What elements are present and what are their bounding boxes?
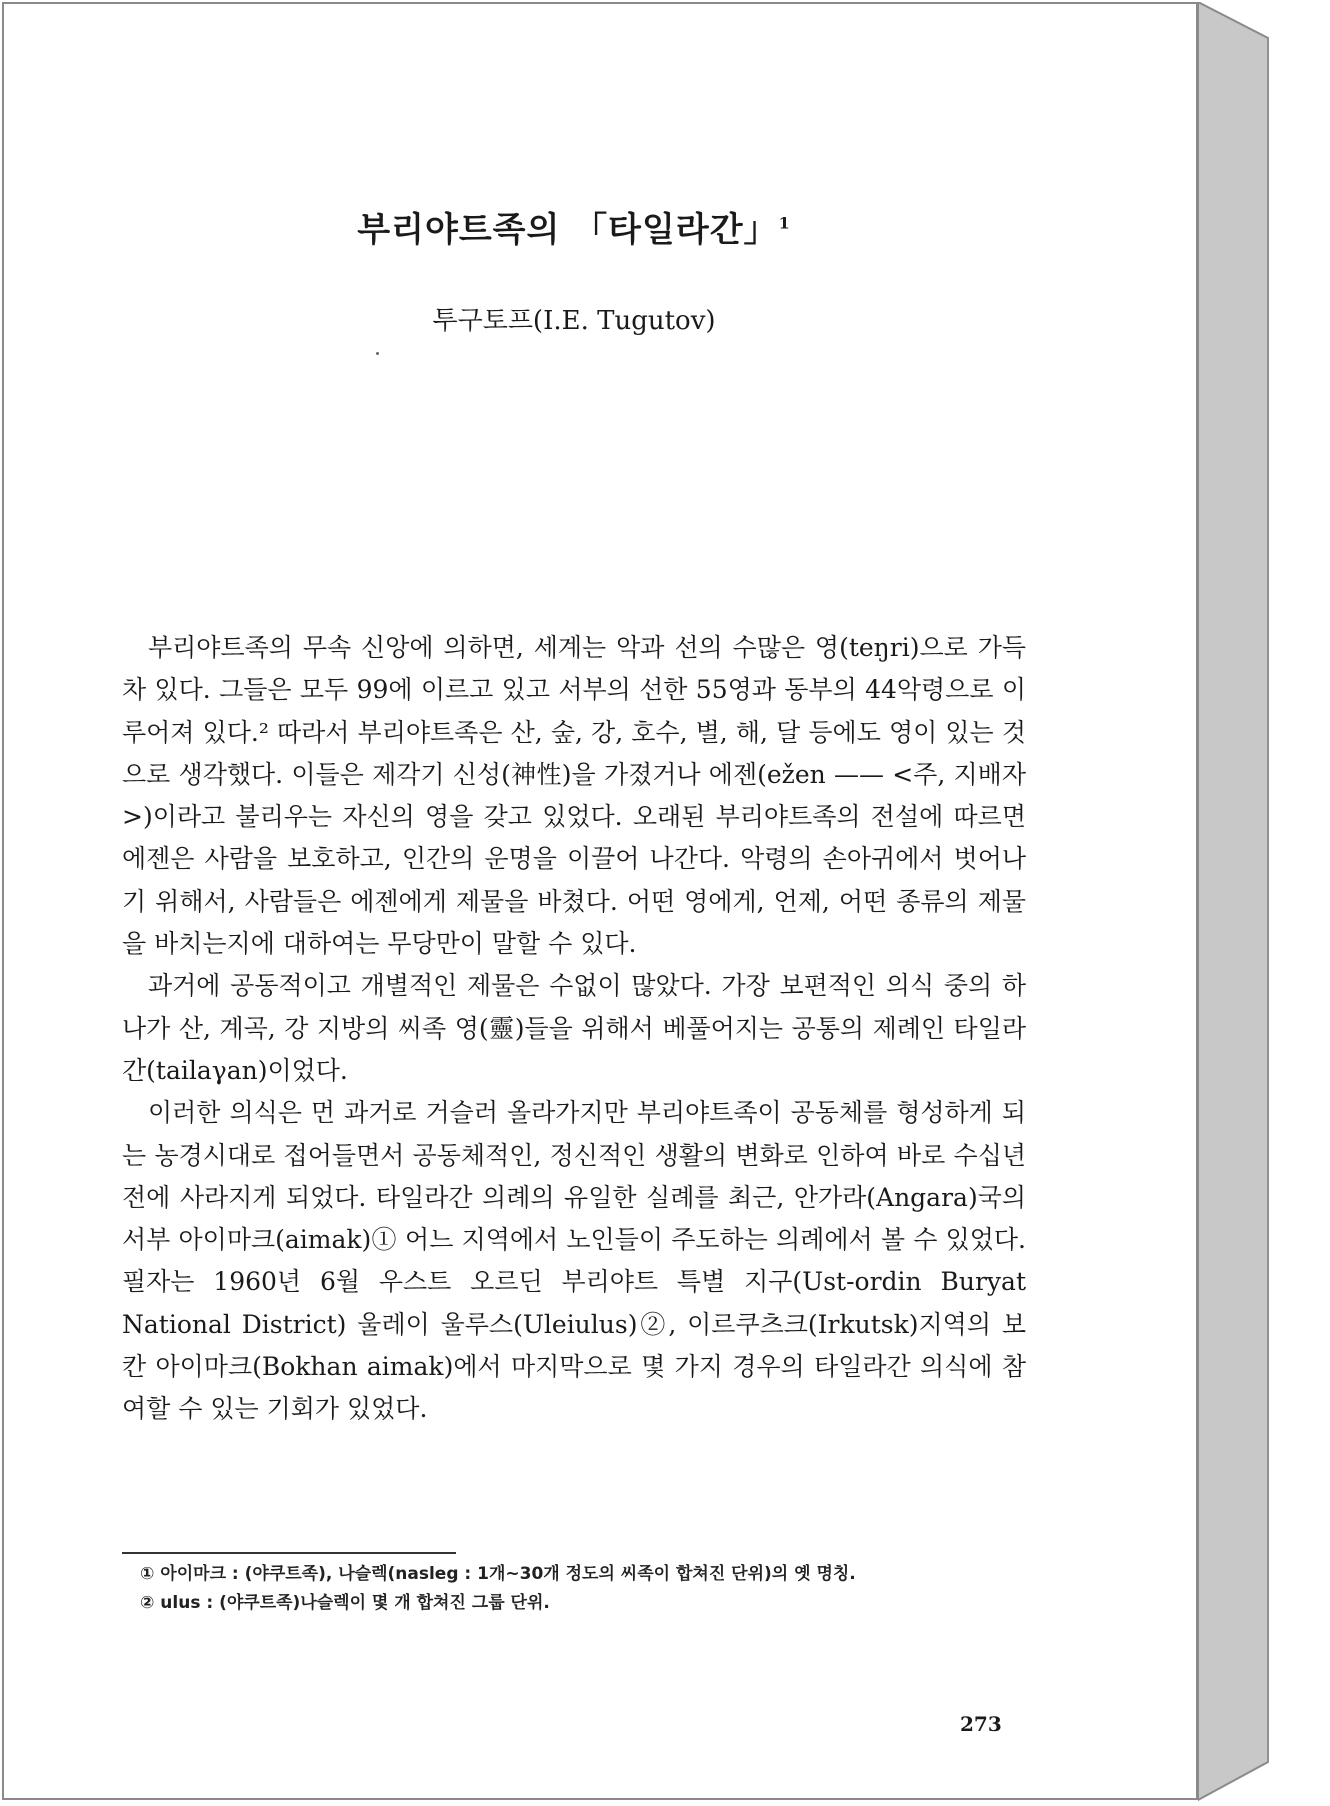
article-title <box>122 202 1026 251</box>
paragraph: 부리야트족의 무속 신앙에 의하면, 세계는 악과 선의 수많은 영(teŋri)으로 가득 차 있다. 그들은 모두 99에 이르고 있고 서부의 선한 55영과 동부의 44악령으로 이루어져 있다.² 따라서 부리야트족은 산, 숲, 강, 호수, 별, 해, 달 등에도 영이 있는 것으로 생각했다. 이들은 제각기 신성(神性)을 가졌거나 에젠(ežen —— <주, 지배자>)이라고 불리우는 자신의 영을 갖고 있었다. 오래된 부리야트족의 전설에 따르면 에젠은 사람을 보호하고, 인간의 운명을 이끌어 나간다. 악령의 손아귀에서 벗어나기 위해서, 사람들은 에젠에게 제물을 바쳤다. 어떤 영에게, 언제, 어떤 종류의 제물을 바치는지에 대하여는 무당만이 말할 수 있다. <box>122 633 1026 959</box>
footnote-divider <box>122 1552 456 1554</box>
paragraph: 이러한 의식은 먼 과거로 거슬러 올라가지만 부리야트족이 공동체를 형성하게 되는 농경시대로 접어들면서 공동체적인, 정신적인 생활의 변화로 인하여 바로 수십년 전에 사라지게 되었다. 타일라간 의례의 유일한 실례를 최근, 안가라(Angara)국의 서부 아이마크(aimak)① 어느 지역에서 노인들이 주도하는 의례에서 볼 수 있었다. 필자는 1960년 6월 우스트 오르딘 부리야트 특별 지구(Ust-ordin Buryat National District) 울레이 울루스(Uleiulus)②, 이르쿠츠크(Irkutsk)지역의 보칸 아이마크(Bokhan aimak)에서 마지막으로 몇 가지 경우의 타일라간 의식에 참여할 수 있는 기회가 있었다. <box>122 1098 1026 1424</box>
article-author: 투구토프(I.E. Tugutov) <box>432 306 716 336</box>
book-edge-shape <box>1198 2 1326 1804</box>
article-title-text: 부리야트족의 「타일라간」 <box>357 210 779 250</box>
footnote-1: ① 아이마크 : (야쿠트족), 나슬렉(nasleg : 1개~30개 정도의 씨족이 합쳐진 단위)의 옛 명칭. <box>140 1564 856 1584</box>
footnote-2: ② ulus : (야쿠트족)나슬렉이 몇 개 합쳐진 그룹 단위. <box>140 1593 550 1613</box>
book-page <box>2 2 1198 1800</box>
article-body <box>122 627 1026 1431</box>
paragraph: 과거에 공동적이고 개별적인 제물은 수없이 많았다. 가장 보편적인 의식 중의 하나가 산, 계곡, 강 지방의 씨족 영(靈)들을 위해서 베풀어지는 공통의 제례인 타일라간(tailaγan)이었다. <box>122 971 1026 1085</box>
footnotes <box>140 1560 1026 1618</box>
title-footnote-mark: 1 <box>778 213 791 233</box>
page-number: 273 <box>960 1712 1002 1736</box>
stray-dot <box>376 352 379 355</box>
